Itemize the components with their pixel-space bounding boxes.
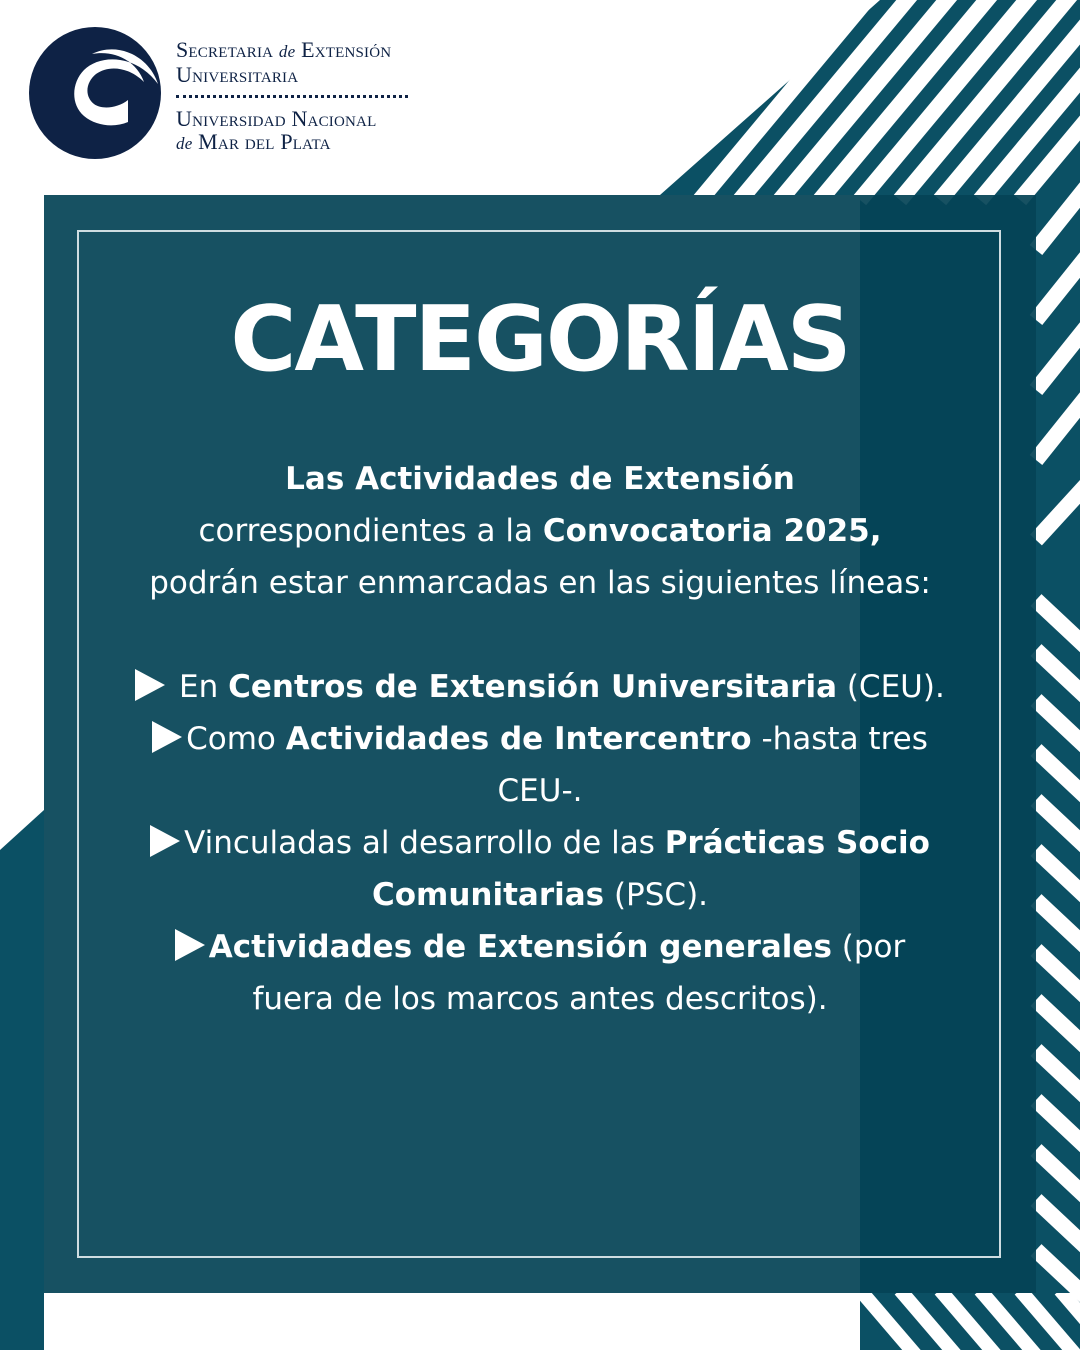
content-panel <box>44 195 1036 1293</box>
dotted-divider <box>176 95 408 98</box>
list-item: Vinculadas al desarrollo de las Prácticas Socio Comunitarias (PSC). <box>134 817 946 921</box>
intro-text: correspondientes a la <box>198 513 543 549</box>
university-logo-icon <box>26 24 164 162</box>
left-teal-wedge <box>0 810 44 1350</box>
org-line-2: Universitaria <box>176 62 299 87</box>
triangle-right-icon <box>150 825 180 857</box>
intro-paragraph <box>134 453 946 609</box>
org-line-4: de Mar del Plata <box>176 129 331 154</box>
intro-bold-line: Las Actividades de Extensión <box>285 461 795 497</box>
triangle-right-icon <box>175 929 205 961</box>
list-item: Como Actividades de Intercentro -hasta tres CEU-. <box>134 713 946 817</box>
organization-name <box>176 38 436 155</box>
org-line-1: Secretaria de Extensión <box>176 37 392 62</box>
triangle-right-icon <box>152 721 182 753</box>
page-title: CATEGORÍAS <box>230 287 850 392</box>
list-item: Actividades de Extensión generales (por fuera de los marcos antes descritos). <box>134 921 946 1025</box>
intro-bold-convocatoria: Convocatoria 2025, <box>542 513 882 549</box>
list-item: En Centros de Extensión Universitaria (CEU). <box>134 661 946 713</box>
org-line-3: Universidad Nacional <box>176 106 377 131</box>
category-list <box>134 661 946 1025</box>
intro-text-end: podrán estar enmarcadas en las siguientes líneas: <box>149 565 931 601</box>
triangle-right-icon <box>135 669 165 701</box>
body-text <box>134 453 946 1025</box>
